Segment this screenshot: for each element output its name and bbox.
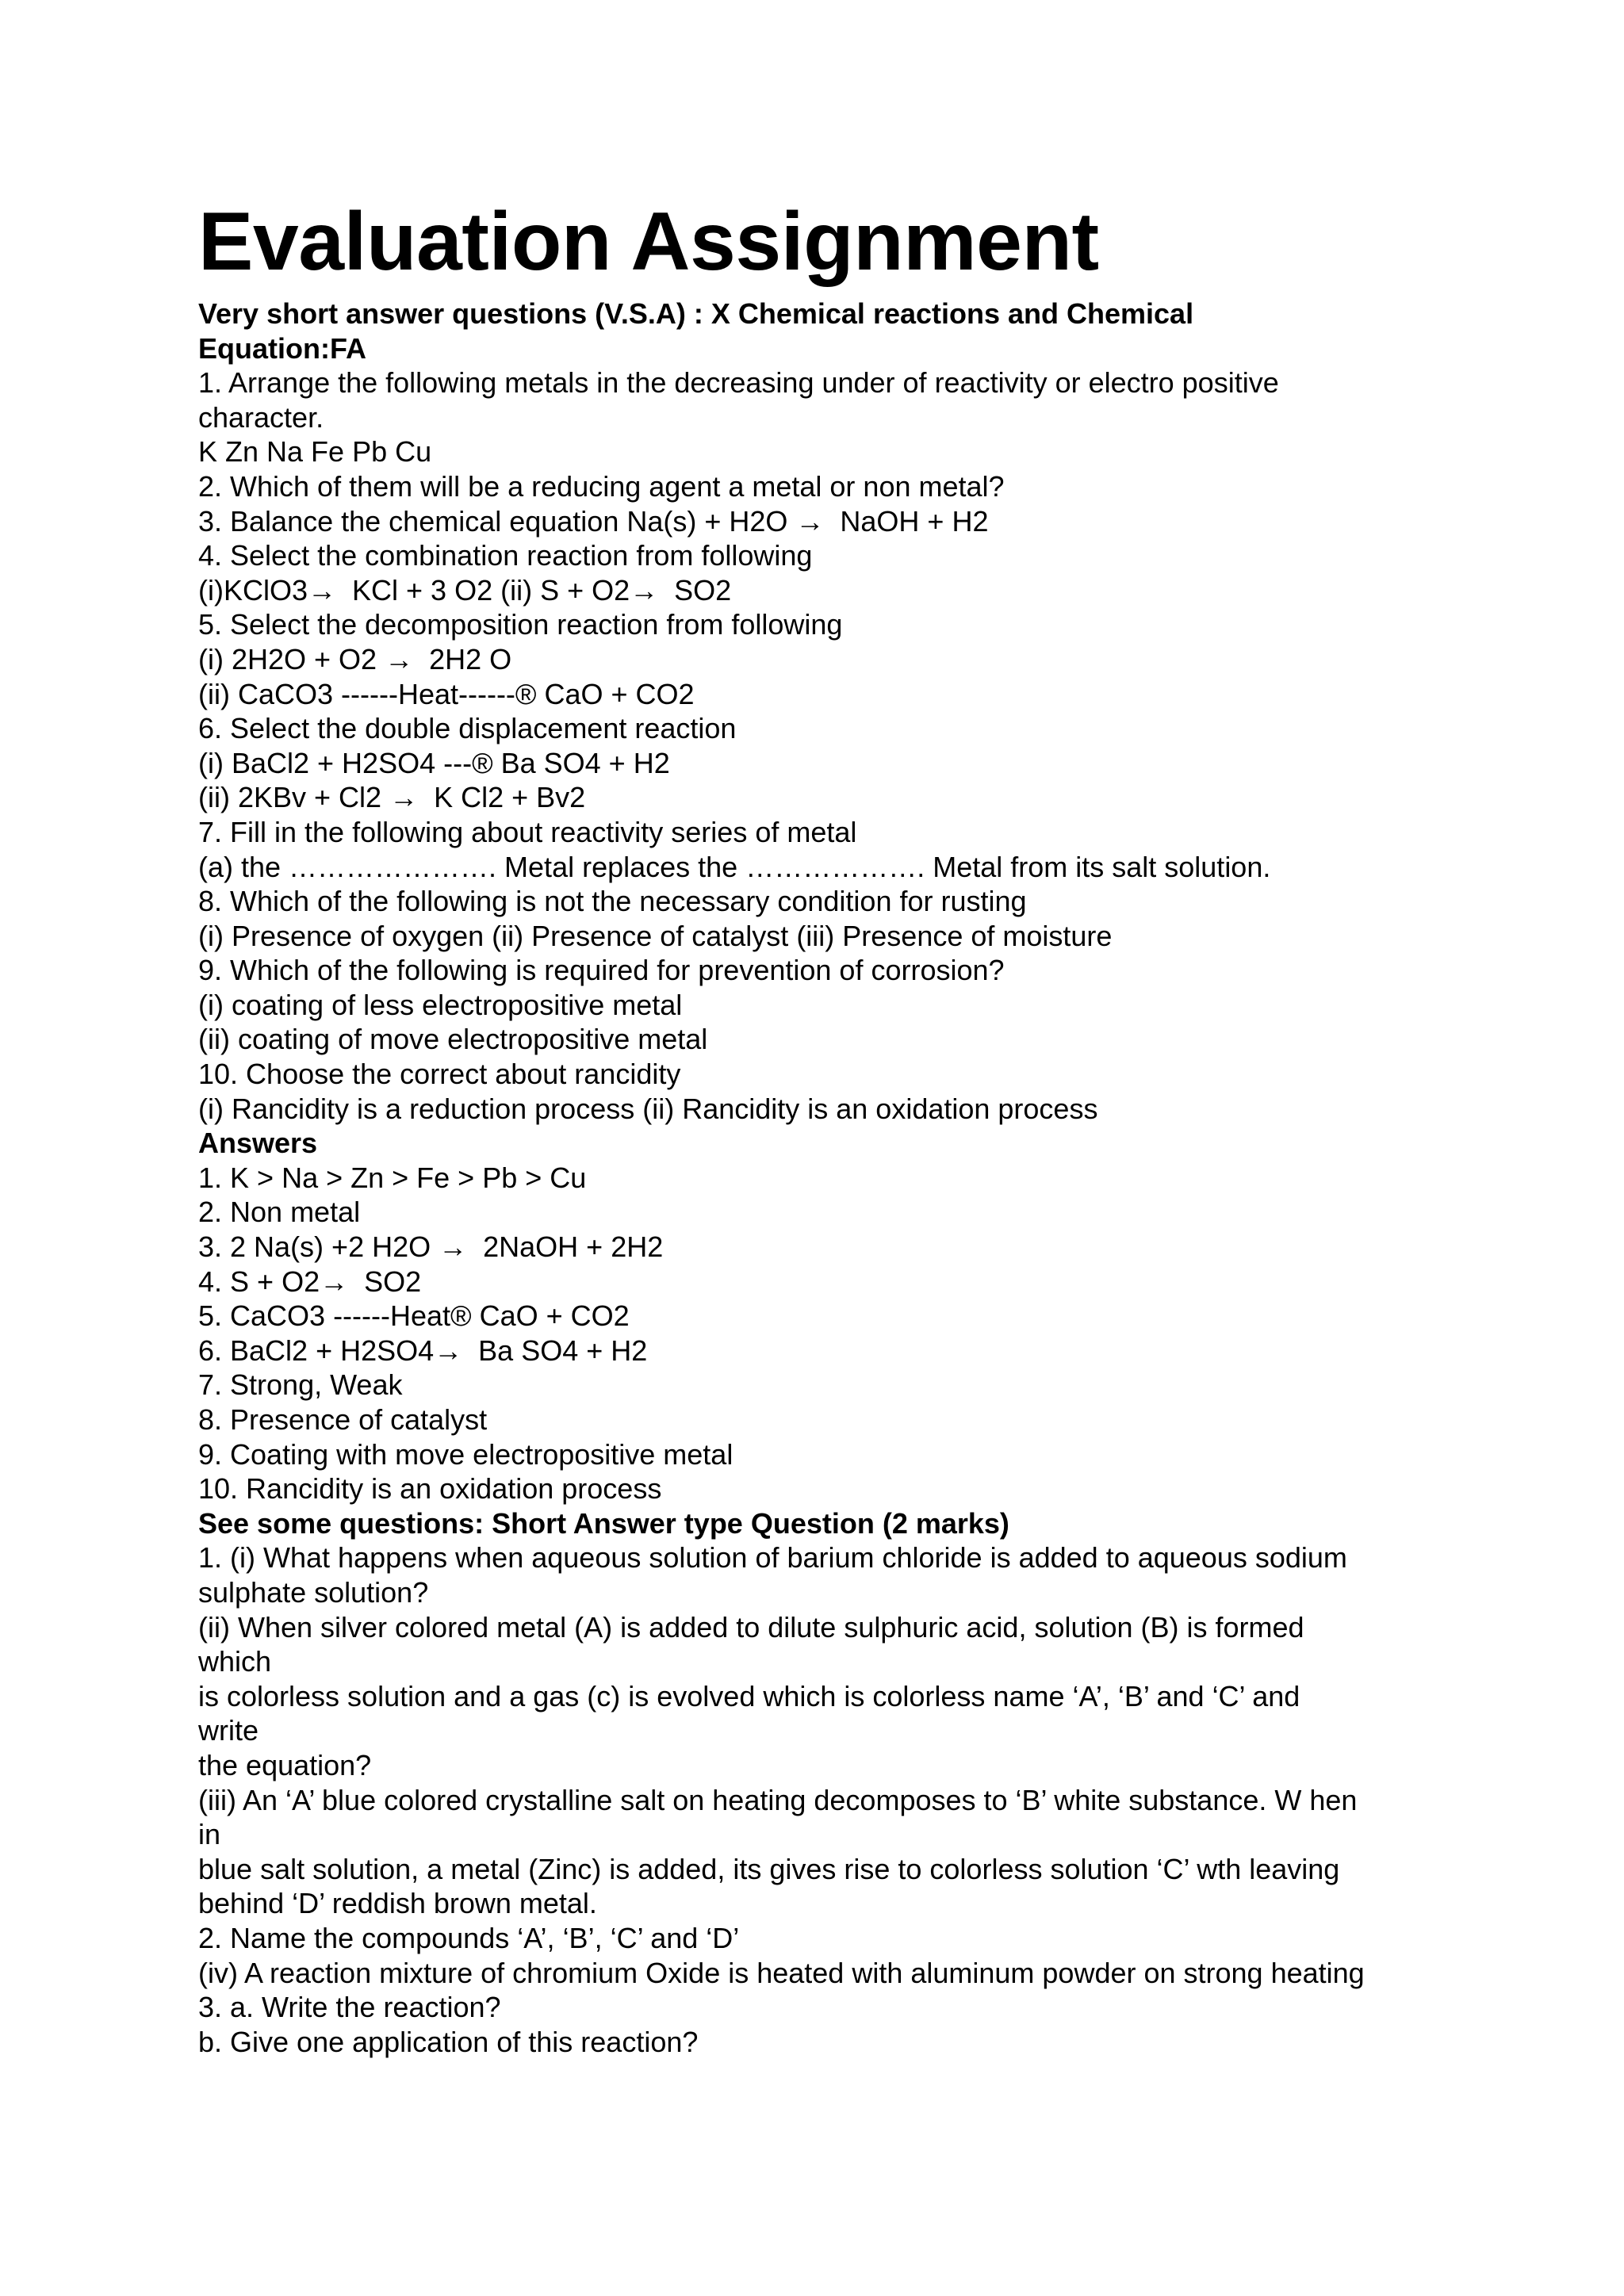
text-line: 7. Strong, Weak bbox=[198, 1368, 403, 1402]
text-line: 4. S + O2→ SO2 bbox=[198, 1265, 422, 1298]
text-line: is colorless solution and a gas (c) is evolved which is colorless name ‘A’, ‘B’ and ‘C’ and bbox=[198, 1679, 1300, 1712]
text-line: 2. Non metal bbox=[198, 1196, 361, 1229]
text-line: 1. Arrange the following metals in the decreasing under of reactivity or electro positive bbox=[198, 366, 1279, 400]
text-line: character. bbox=[198, 400, 324, 434]
text-line: 5. Select the decomposition reaction from following bbox=[198, 608, 843, 641]
text-line: 9. Which of the following is required for prevention of corrosion? bbox=[198, 954, 1005, 987]
text-line: 7. Fill in the following about reactivity series of metal bbox=[198, 815, 857, 848]
document-title: Evaluation Assignment bbox=[198, 196, 1099, 288]
text-line: (i) Rancidity is a reduction process (ii) Rancidity is an oxidation process bbox=[198, 1092, 1098, 1125]
text-line: (i) 2H2O + O2 → 2H2 O bbox=[198, 642, 512, 675]
text-line: 3. Balance the chemical equation Na(s) + H2O → NaOH + H2 bbox=[198, 504, 989, 538]
text-line: blue salt solution, a metal (Zinc) is added, its gives rise to colorless solution ‘C’ wth leaving bbox=[198, 1852, 1340, 1885]
text-line: 3. 2 Na(s) +2 H2O → 2NaOH + 2H2 bbox=[198, 1230, 664, 1264]
text-line: (iv) A reaction mixture of chromium Oxide is heated with aluminum powder on strong heating bbox=[198, 1956, 1365, 1989]
text-line: (i) Presence of oxygen (ii) Presence of catalyst (iii) Presence of moisture bbox=[198, 919, 1113, 952]
text-line: K Zn Na Fe Pb Cu bbox=[198, 435, 432, 469]
text-line: 4. Select the combination reaction from following bbox=[198, 539, 813, 572]
text-line: (ii) When silver colored metal (A) is added to dilute sulphuric acid, solution (B) is formed bbox=[198, 1610, 1304, 1644]
text-line: 1. (i) What happens when aqueous solution of barium chloride is added to aqueous sodium bbox=[198, 1541, 1347, 1575]
document-page bbox=[198, 190, 1467, 2059]
text-line: in bbox=[198, 1818, 221, 1851]
text-line: (i) BaCl2 + H2SO4 ---® Ba SO4 + H2 bbox=[198, 746, 670, 779]
text-line: (ii) coating of move electropositive metal bbox=[198, 1023, 708, 1056]
text-line: 5. CaCO3 ------Heat® CaO + CO2 bbox=[198, 1299, 630, 1333]
text-line: sulphate solution? bbox=[198, 1575, 429, 1609]
text-line: 10. Rancidity is an oxidation process bbox=[198, 1472, 662, 1506]
text-line: 9. Coating with move electropositive metal bbox=[198, 1437, 733, 1471]
text-line: 6. BaCl2 + H2SO4→ Ba SO4 + H2 bbox=[198, 1334, 648, 1367]
text-line: 2. Name the compounds ‘A’, ‘B’, ‘C’ and ‘D’ bbox=[198, 1921, 740, 1954]
section-heading: See some questions: Short Answer type Question (2 marks) bbox=[198, 1506, 1009, 1540]
text-line: 10. Choose the correct about rancidity bbox=[198, 1058, 681, 1091]
text-line: 1. K > Na > Zn > Fe > Pb > Cu bbox=[198, 1161, 587, 1194]
text-line: (ii) 2KBv + Cl2 → K Cl2 + Bv2 bbox=[198, 781, 586, 814]
text-line: 2. Which of them will be a reducing agent a metal or non metal? bbox=[198, 469, 1005, 503]
text-line: 6. Select the double displacement reaction bbox=[198, 712, 737, 745]
text-line: the equation? bbox=[198, 1748, 372, 1781]
text-line: write bbox=[198, 1714, 259, 1747]
text-line: 8. Presence of catalyst bbox=[198, 1403, 488, 1436]
text-line: behind ‘D’ reddish brown metal. bbox=[198, 1887, 597, 1920]
text-line: 8. Which of the following is not the necessary condition for rusting bbox=[198, 885, 1027, 918]
section-heading: Equation:FA bbox=[198, 331, 366, 365]
section-heading: Answers bbox=[198, 1127, 318, 1160]
section-heading: Very short answer questions (V.S.A) : X Chemical reactions and Chemical bbox=[198, 297, 1194, 330]
text-line: (a) the …………………. Metal replaces the ………………. Metal from its salt solution. bbox=[198, 850, 1271, 883]
text-line: 3. a. Write the reaction? bbox=[198, 1991, 501, 2024]
text-line: (i) coating of less electropositive metal bbox=[198, 988, 683, 1021]
text-line: (i)KClO3→ KCl + 3 O2 (ii) S + O2→ SO2 bbox=[198, 573, 732, 607]
text-line: which bbox=[198, 1645, 272, 1678]
text-line: (iii) An ‘A’ blue colored crystalline salt on heating decomposes to ‘B’ white substance. W hen bbox=[198, 1783, 1358, 1816]
text-line: b. Give one application of this reaction? bbox=[198, 2025, 699, 2058]
document-body bbox=[198, 297, 1467, 2059]
text-line: (ii) CaCO3 ------Heat------® CaO + CO2 bbox=[198, 677, 695, 710]
